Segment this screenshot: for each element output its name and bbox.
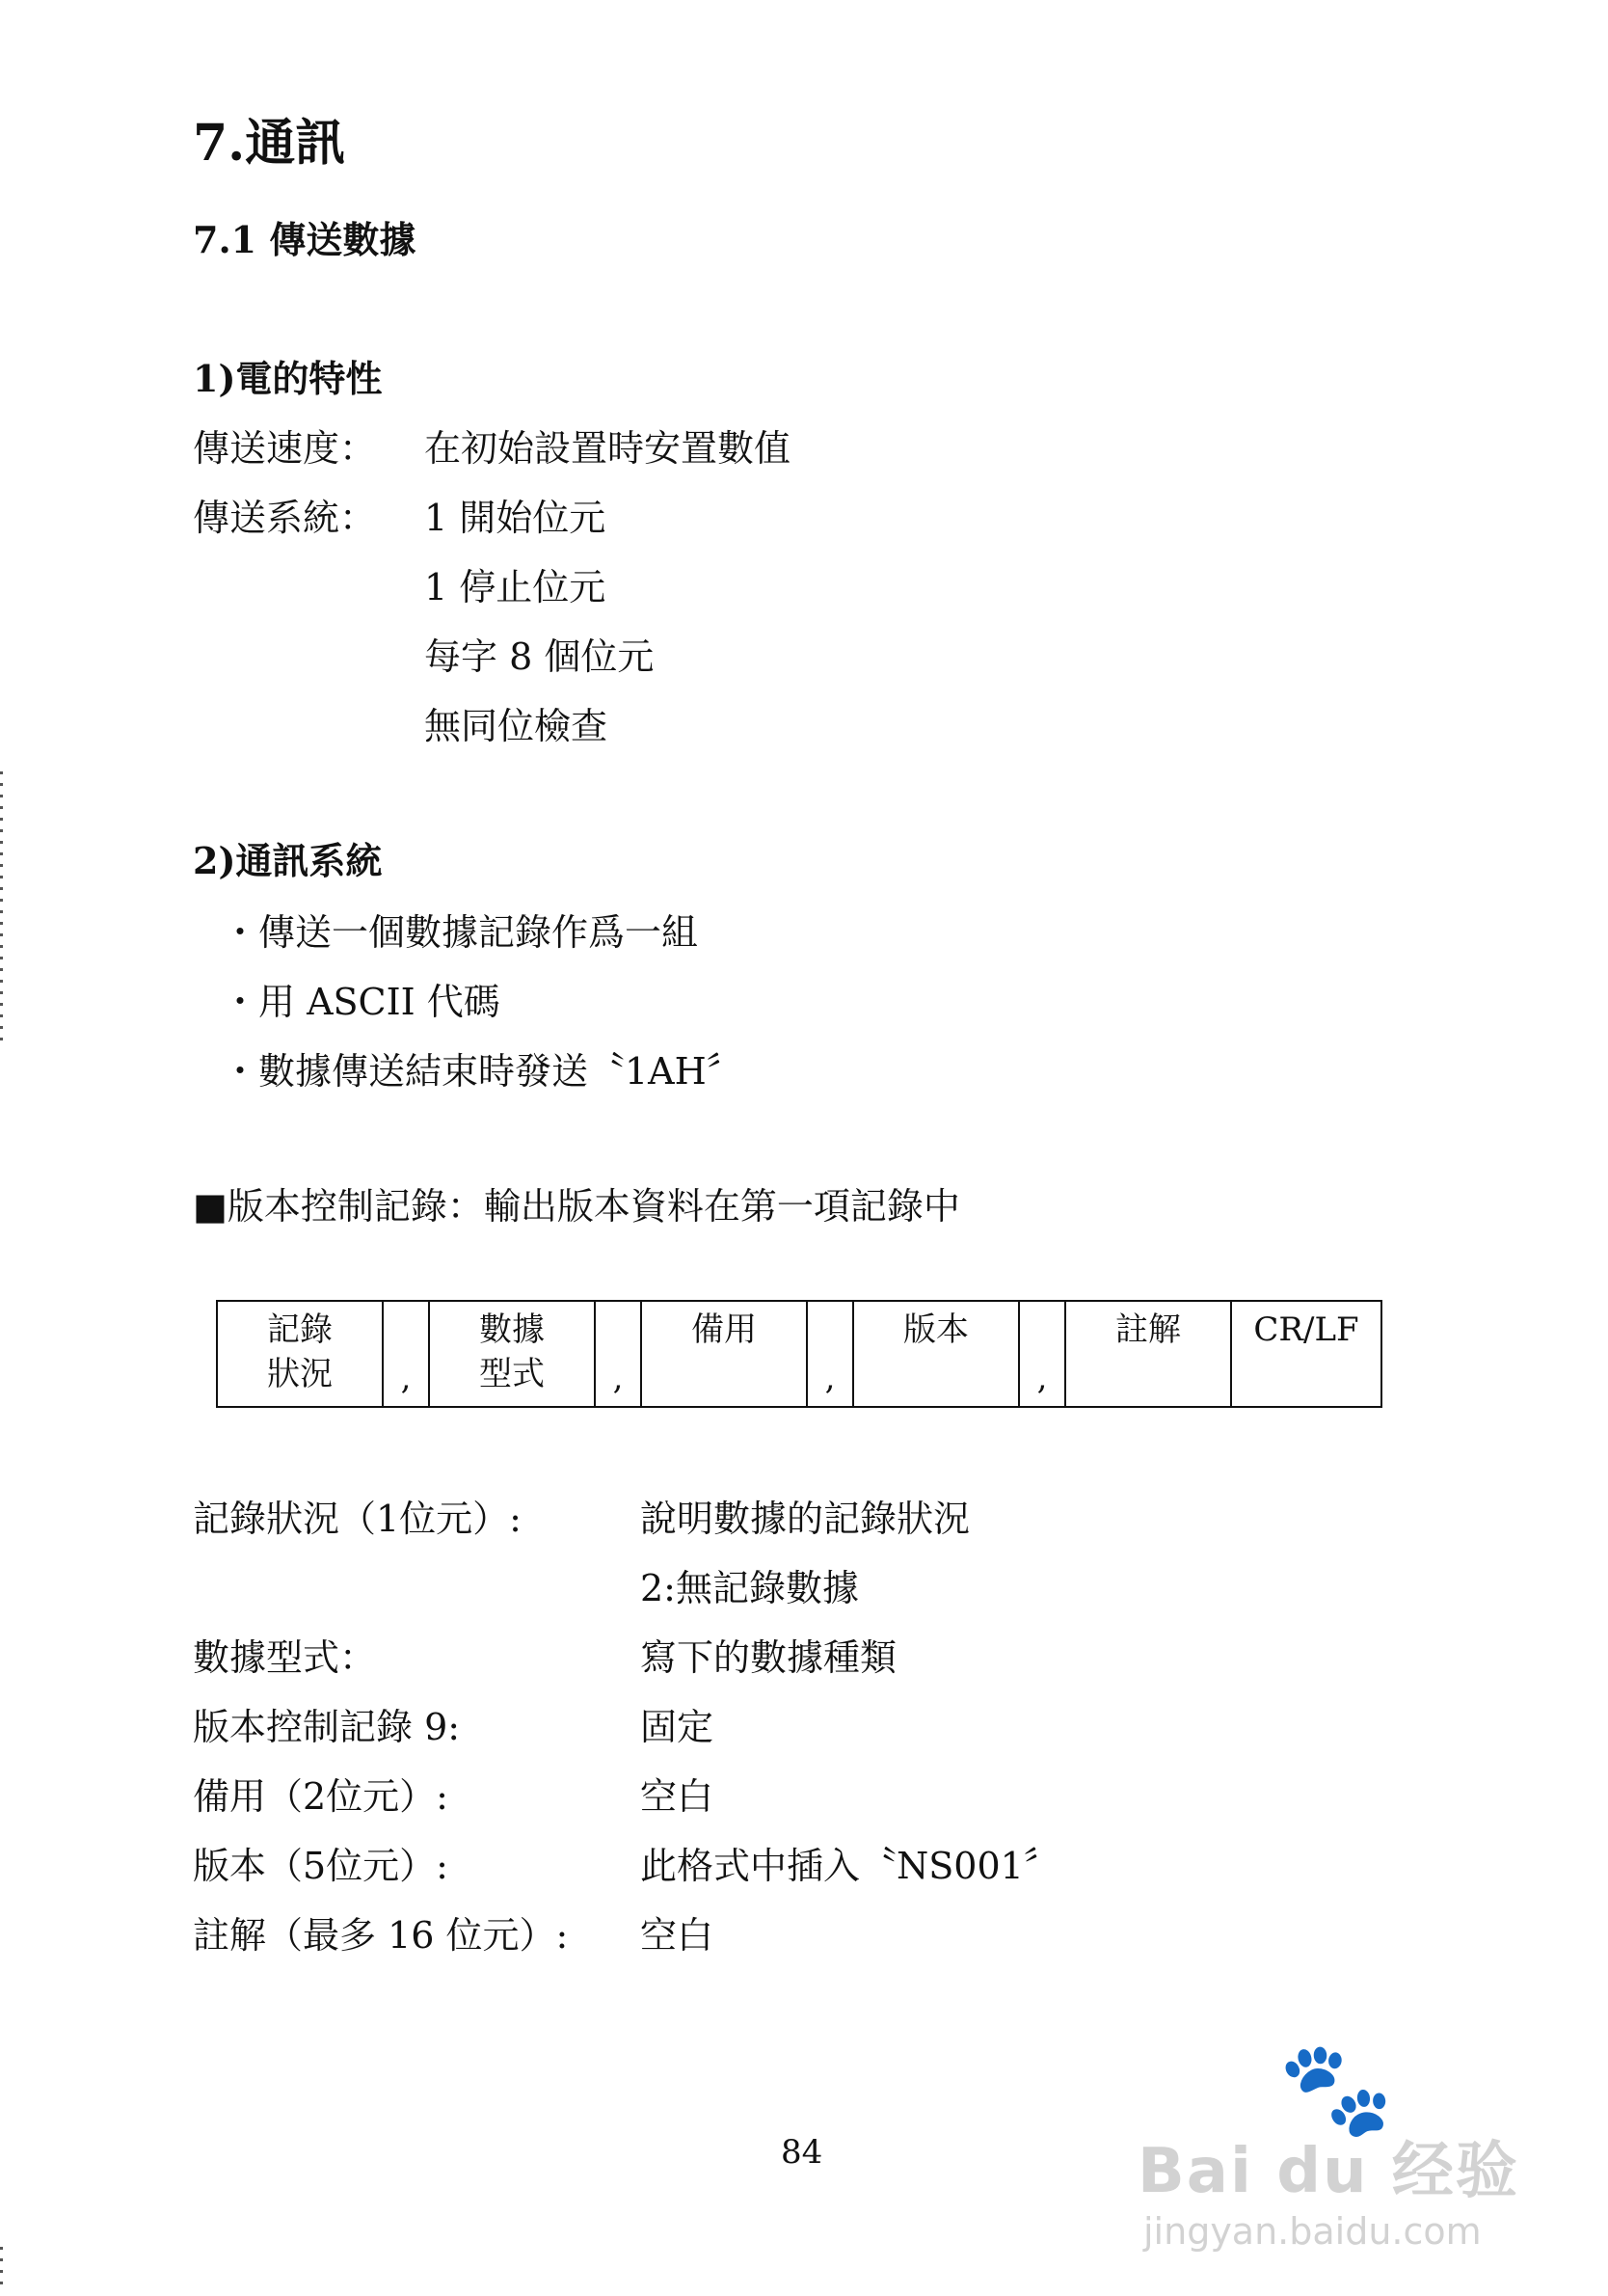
electrical-title: 1)電的特性 (193, 357, 383, 400)
definition-label: 備用（2位元）: (193, 1775, 448, 1818)
electrical-continued-3: 無同位檢查 (424, 705, 608, 747)
comm-bullet-2: ・用 ASCII 代碼 (222, 981, 500, 1023)
record-cell-version: 版本 (853, 1301, 1019, 1407)
record-format-table (216, 1300, 1382, 1408)
electrical-label-speed: 傳送速度： (193, 427, 377, 470)
record-cell-crlf: CR/LF (1231, 1301, 1381, 1407)
baidu-paw-icon: 🐾 (1278, 2035, 1394, 2143)
comm-bullet-1: ・傳送一個數據記錄作爲一組 (222, 911, 699, 954)
definition-label: 版本控制記錄 9: (193, 1706, 461, 1748)
definition-value: 說明數據的記錄狀況 (640, 1498, 971, 1540)
electrical-continued-1: 1 停止位元 (424, 566, 606, 608)
comm-title: 2)通訊系統 (193, 839, 383, 882)
definition-label: 記錄狀況（1位元）: (193, 1498, 522, 1540)
definition-value: 2:無記錄數據 (640, 1567, 859, 1609)
record-cell-status: 記錄 狀況 (217, 1301, 383, 1407)
electrical-value-speed: 在初始設置時安置數值 (424, 427, 791, 470)
chapter-heading: 7.通訊 (193, 114, 346, 173)
scan-margin-marks-bottom (0, 2247, 3, 2285)
definition-value: 寫下的數據種類 (640, 1636, 898, 1679)
definition-label: 註解（最多 16 位元）: (193, 1914, 569, 1957)
record-separator: , (595, 1301, 641, 1407)
electrical-continued-2: 每字 8 個位元 (424, 635, 655, 678)
definition-value: 空白 (640, 1914, 714, 1957)
record-cell-comment: 註解 (1065, 1301, 1231, 1407)
watermark-url: jingyan.baidu.com (1143, 2210, 1482, 2253)
definition-value: 此格式中插入〝NS001〞 (640, 1845, 1060, 1887)
version-heading: ■版本控制記錄：輸出版本資料在第一項記錄中 (193, 1185, 960, 1228)
record-separator: , (383, 1301, 429, 1407)
watermark-logo: Bai du 经验 (1138, 2136, 1519, 2207)
electrical-value-system: 1 開始位元 (424, 497, 606, 539)
record-cell-data-type: 數據 型式 (429, 1301, 595, 1407)
section-title: 7.1 傳送數據 (193, 218, 416, 261)
record-cell-reserve: 備用 (641, 1301, 807, 1407)
definition-label: 版本（5位元）: (193, 1845, 448, 1887)
record-separator: , (807, 1301, 853, 1407)
comm-bullet-3: ・數據傳送結束時發送〝1AH〞 (222, 1050, 743, 1093)
page-number: 84 (781, 2133, 823, 2172)
definition-label: 數據型式： (193, 1636, 377, 1679)
definition-value: 固定 (640, 1706, 714, 1748)
electrical-label-system: 傳送系統： (193, 497, 377, 539)
definition-value: 空白 (640, 1775, 714, 1818)
scan-margin-marks (0, 771, 3, 1041)
record-separator: , (1019, 1301, 1065, 1407)
